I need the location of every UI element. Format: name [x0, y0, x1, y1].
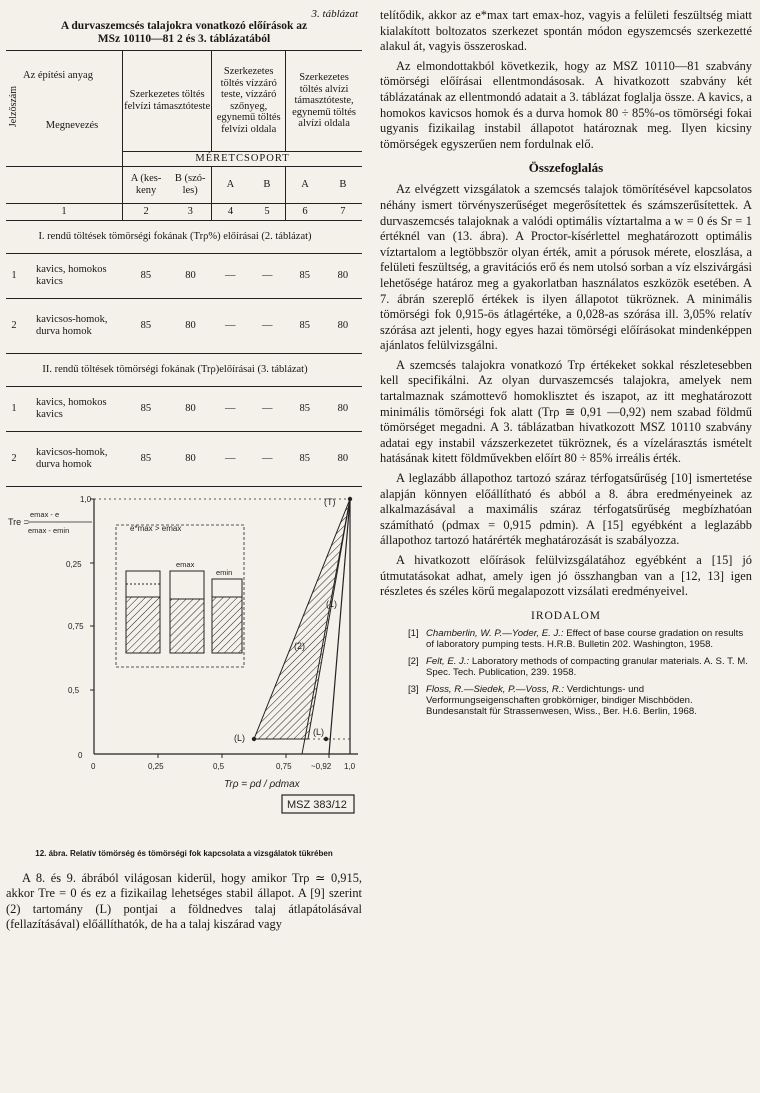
paragraph: telítődik, akkor az e*max tart emax-hoz, vagyis a felületi feszültség miatt kialakított boltozatos szerkezet spontán módon egyszemcsés szerkezetté alakul át, vagyis összeroskad. [380, 8, 752, 54]
standards-table [6, 50, 362, 487]
x-tick: 0,25 [148, 761, 164, 771]
column-header-c: Szerkezetes töltés alvízi támasztóteste, egynemű töltés alvízi oldala [286, 51, 362, 152]
figure-code: MSZ 383/12 [287, 798, 347, 811]
table-row: 1 kavics, homokos kavics 85 80 — — 85 80 [6, 253, 362, 298]
x-axis-label: Trρ = ρd / ρdmax [224, 778, 300, 790]
figure-caption: 12. ábra. Relatív tömörség és tömörségi fok kapcsolata a vizsgálatok tükrében [35, 848, 333, 858]
y-tick: 0,25 [66, 559, 82, 569]
size-group-header: MÉRETCSOPORT [123, 151, 363, 166]
relative-density-plot [6, 489, 362, 849]
section-heading: II. rendű töltések tömörségi fokának (Trρ)előírásai (3. táblázat) [42, 363, 308, 375]
inset-label: e*max > emax [130, 523, 182, 533]
right-column [380, 8, 752, 723]
references-list [380, 628, 752, 717]
x-tick: 1,0 [344, 761, 356, 771]
x-tick: 0 [91, 761, 96, 771]
region-2 [254, 496, 350, 739]
figure-12 [6, 489, 362, 849]
sub-header: B [263, 178, 271, 190]
column-number: 3 [187, 205, 193, 217]
table-title: A durvaszemcsés talajokra vonatkozó előírások az MSz 10110—81 2 és 3. táblázatából [60, 20, 308, 45]
x-tick: 0,5 [213, 761, 225, 771]
column-number: 6 [286, 203, 324, 220]
table-number: 3. táblázat [311, 8, 358, 20]
inset-label: emin [216, 567, 233, 577]
point-label: (L) [313, 726, 324, 737]
x-tick: ~0,92 [311, 761, 332, 771]
section-heading: Összefoglalás [528, 160, 604, 176]
sub-header: B [339, 178, 347, 190]
point-label: (L) [234, 732, 245, 743]
table-row: 1 kavics, homokos kavics 85 80 — — 85 80 [6, 386, 362, 431]
index-header: Jelzőszám [8, 85, 20, 128]
sub-header: A [286, 166, 324, 203]
column-number: 5 [264, 205, 270, 217]
y-axis-label-numerator: emax - e [30, 509, 60, 519]
column-header-b: Szerkezetes töltés vízzáró teste, vízzáró szőnyeg, egynemű töltés felvízi oldala [212, 51, 286, 152]
column-number: 1 [61, 205, 67, 217]
name-header: Megnevezés [45, 120, 99, 132]
inset-label: emax [176, 559, 195, 569]
table-row: 2 kavicsos-homok, durva homok 85 80 — — 85 80 [6, 431, 362, 486]
column-header-a: Szerkezetes töltés felvízi támasztóteste [123, 51, 212, 152]
left-paragraph: A 8. és 9. ábrából világosan kiderül, hogy amikor Trρ ≃ 0,915, akkor Tre = 0 és ez a fizikailag lehetséges stabil állapot. A [9] szerint (2) tartomány (L) pontjai a földnedves talaj átlapátolásával (fellazításával) előállíthatók, de ha a talaj kiszárad vagy [6, 870, 362, 932]
section-heading: I. rendű töltések tömörségi fokának (Trρ%) előírásai (2. táblázat) [38, 230, 312, 242]
reference-item: [1] Chamberlin, W. P.—Yoder, E. J.: Effect of base course gradation on results of laboratory pumping tests. H.R.B. Bulletin 202. Washington, 1958. [408, 627, 744, 650]
paragraph: Az elvégzett vizsgálatok a szemcsés talajok tömörítésével kapcsolatos néhány ismert törvényszerűséget megerősítettek és számszerűsítettek. A durvaszemcsés talajoknak a valódi optimális víztartalma a w = 0 és Sr = 1 értéknél van (13. ábra). A Proctor-kísérlettel meghatározott optimális víztartalom a legtöbbször olyan érték, amit a pórusok mérete, eloszlása, a felületi feszültség, a gravitációs erő és nem utolsó sorban a víz elszivárgási lehetősége határoz meg a gyakorlatban használatos eszközök esetében. A 7. ábrán szereplő értékek is ilyen állapotot tükröznek. A minimális tömörségi fok 0,915-ös átlagértéke, a 0,028-as szórása ill. 3,05% relatív szórása azt jelenti, hogy egyes hazai tömörségi előírásokat mindenképpen ajánlatos felülvizsgálni. [380, 182, 752, 353]
sub-header: A (kes-keny [123, 166, 170, 203]
reference-item: [3] Floss, R.—Siedek, P.—Voss, R.: Verdichtungs- und Verformungseigenschaften grobkörniger, bindiger Mischböden. Bundesanstalt für Strassenwesen, Wiss., Ber. H.6. Berlin, 1968. [408, 683, 697, 717]
y-tick: 1,0 [80, 494, 92, 504]
reference-item: [2] Felt, E. J.: Laboratory methods of compacting granular materials. A. S. T. M. Spec. Tech. Publication, 239. 1958. [408, 655, 748, 678]
sub-header: B (szó-les) [174, 173, 206, 196]
paragraph: A hivatkozott előírások felülvizsgálatához egyébként a [15] jó útmutatásokat adhat, amely igen jó összhangban van a [12, 13] igen részletes és széles körű megalapozott vizsálati eredményeivel. [380, 553, 752, 599]
sub-header: A [212, 166, 249, 203]
paragraph: A leglazább állapothoz tartozó száraz térfogatsűrűség [10] ismertetése alapján könnyen előállítható és abból a 8. ábra eredményeinek az alkalmazásával a maximális száraz térfogatsűrűség megbízhatóan számítható (ρdmax = 0,915 ρdmin). A [15] egyébként a leglazább állapothoz tartozó határérték meghatározását is szabályozza. [380, 471, 752, 548]
y-axis-label: Tre = [8, 516, 29, 527]
column-number: 7 [340, 205, 346, 217]
curve-label: (1) [326, 598, 337, 609]
paragraph: A szemcsés talajokra vonatkozó Trρ értékeket sokkal részletesebben kell specifikálni. Az olyan durvaszemcsés talajokra, amelyek nem tartalmaznak számottevő homoklisztet és iszapot, az itt meghatározott minimális tömörségi fok alatt (Trρ ≅ 0,91 —0,92) nem szabad földmű tömörséget megadni. A 3. táblázatban hivatkozott MSZ 10110 szabvány adatai egy instabil vázszerkezetet tükröznek, és a vízelárasztás ismételt hatásának kitett földművekben előírt 80 ÷ 85% irreális érték. [380, 357, 752, 466]
left-column [6, 8, 362, 933]
y-tick: 0,75 [68, 621, 84, 631]
table-row: 2 kavicsos-homok, durva homok 85 80 — — 85 80 [6, 298, 362, 353]
column-number: 2 [123, 203, 170, 220]
inset-diagram [116, 525, 244, 667]
y-tick: 0 [78, 750, 83, 760]
column-number: 4 [212, 203, 249, 220]
material-header: Az építési anyag [23, 70, 93, 82]
y-tick: 0,5 [68, 685, 80, 695]
curve-label: (2) [294, 640, 305, 651]
x-tick: 0,75 [276, 761, 292, 771]
curve-label: (T) [324, 496, 336, 507]
y-axis-label-denominator: emax - emin [28, 525, 70, 535]
references-heading: IRODALOM [531, 609, 601, 622]
paragraph: Az elmondottakból következik, hogy az MSZ 10110—81 szabvány tömörségi előírásai ellentmondásosak. A hivatkozott szabvány két táblázatának az ellentmondó adatait a 3. táblázat foglalja össze. A kavics, a homokos kavicsos homok és a durva homok 80 ÷ 85%-os tömörségi fokai ugyanis fizikailag instabil állapotot határoznak meg. Ilyen kicsiny tömörségek egyszerűen nem fordulnak elő. [380, 58, 752, 151]
